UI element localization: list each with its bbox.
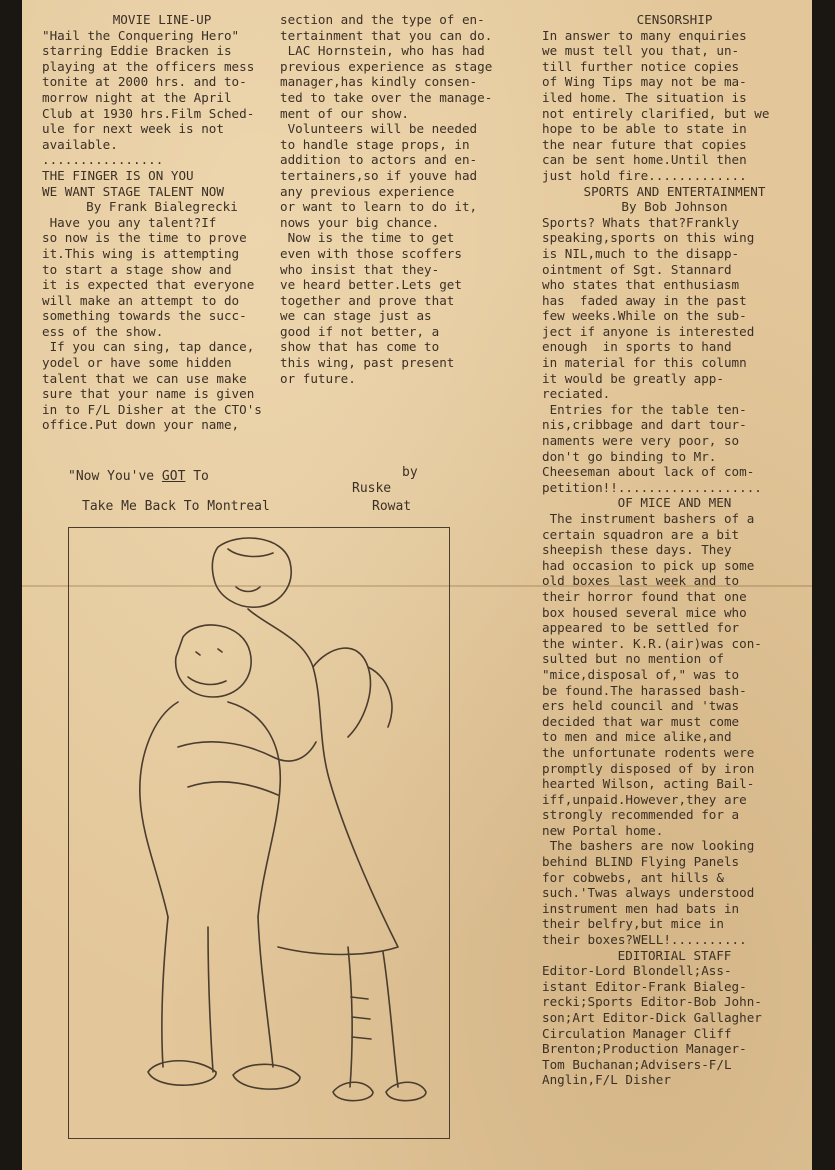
middle-column [280, 12, 520, 386]
text-line: The instrument bashers of a [542, 511, 755, 526]
text-line: their belfry,but mice in [542, 916, 724, 932]
movie-lineup-text [42, 28, 282, 153]
text-line: will make an attempt to do [42, 292, 240, 308]
text-line: it would be greatly app- [542, 370, 724, 386]
text-line: promptly disposed of by iron [542, 760, 755, 776]
text-line: can be sent home.Until then [542, 152, 747, 168]
text-line: talent that we can use make [42, 370, 247, 386]
text-line: who insist that they- [280, 261, 440, 277]
text-line: few weeks.While on the sub- [542, 308, 747, 324]
staff-text [542, 963, 807, 1088]
text-line: their boxes?WELL!.......... [542, 932, 747, 948]
cartoon-title-line-2: Take Me Back To Montreal [82, 499, 270, 514]
text-line: ted to take over the manage- [280, 89, 493, 105]
text-line: Entries for the table ten- [542, 401, 747, 417]
text-line: Now is the time to get [280, 230, 455, 246]
cartoon-drawing [68, 527, 448, 1137]
censorship-text [542, 28, 807, 184]
text-line: the near future that copies [542, 136, 747, 152]
text-line: ers held council and 'twas [542, 698, 740, 714]
text-line: this wing, past present [280, 355, 455, 371]
right-column [542, 12, 807, 1088]
text-line: nows your big chance. [280, 214, 440, 230]
text-line: it.This wing is attempting [42, 245, 240, 261]
text-line: addition to actors and en- [280, 152, 478, 168]
text-line: in material for this column [542, 355, 747, 371]
text-line: we must tell you that, un- [542, 43, 740, 59]
cartoon-author-2: Rowat [372, 499, 412, 514]
text-line: playing at the officers mess [42, 58, 255, 74]
text-line: the winter. K.R.(air)was con- [542, 635, 762, 651]
text-line: ess of the show. [42, 323, 164, 339]
text-line: or want to learn to do it, [280, 199, 478, 215]
text-line: office.Put down your name, [42, 417, 240, 433]
text-line: Editor-Lord Blondell;Ass- [542, 963, 732, 979]
text-line: box housed several mice who [542, 604, 747, 620]
left-column [42, 12, 282, 433]
text-line: Club at 1930 hrs.Film Sched- [42, 105, 255, 121]
sports-heading: SPORTS AND ENTERTAINMENT [583, 183, 766, 199]
mice-text [542, 511, 807, 948]
text-line: recki;Sports Editor-Bob John- [542, 994, 762, 1010]
text-line: certain squadron are a bit [542, 526, 740, 542]
text-line: the unfortunate rodents were [542, 744, 755, 760]
text-line: such.'Twas always understood [542, 885, 755, 901]
text-line: is NIL,much to the disapp- [542, 245, 740, 261]
cartoon [62, 453, 452, 1143]
talent-article-continued [280, 12, 520, 386]
text-line: don't go binding to Mr. [542, 448, 717, 464]
censorship-heading: CENSORSHIP [636, 12, 713, 27]
talent-heading-1: THE FINGER IS ON YOU [42, 167, 194, 183]
text-line: had occasion to pick up some [542, 557, 755, 573]
text-line: morrow night at the April [42, 89, 232, 105]
text-line: Brenton;Production Manager- [542, 1041, 747, 1057]
section-divider: ................ [42, 152, 164, 168]
text-line: instrument men had bats in [542, 900, 740, 916]
text-line: for cobwebs, ant hills & [542, 869, 724, 885]
text-line: son;Art Editor-Dick Gallagher [542, 1010, 762, 1025]
text-line: hearted Wilson, acting Bail- [542, 776, 755, 792]
text-line: enough in sports to hand [542, 339, 732, 355]
text-line: tonite at 2000 hrs. and to- [42, 74, 247, 90]
text-line: previous experience as stage [280, 58, 493, 74]
text-line: petition!!................... [542, 479, 762, 495]
text-line: their horror found that one [542, 588, 747, 604]
text-line: tertainers,so if youve had [280, 167, 478, 183]
sports-byline: By Bob Johnson [621, 199, 728, 215]
text-line: old boxes last week and to [542, 573, 740, 589]
text-line: who states that enthusiasm [542, 277, 740, 293]
text-line: If you can sing, tap dance, [42, 339, 255, 355]
text-line: hope to be able to state in [542, 121, 747, 137]
text-line: Have you any talent?If [42, 214, 217, 230]
text-line: appeared to be settled for [542, 620, 740, 636]
text-line: to start a stage show and [42, 261, 232, 277]
text-line: decided that war must come [542, 713, 740, 729]
text-line: not entirely clarified, but we [542, 105, 770, 121]
text-line: "mice,disposal of," was to [542, 666, 740, 682]
text-line: of Wing Tips may not be ma- [542, 74, 747, 90]
talent-byline: By Frank Bialegrecki [86, 199, 238, 215]
text-line: just hold fire............. [542, 167, 747, 183]
text-line: iled home. The situation is [542, 89, 747, 105]
text-line: speaking,sports on this wing [542, 230, 755, 246]
text-line: strongly recommended for a [542, 807, 740, 823]
text-line: ule for next week is not [42, 121, 224, 137]
text-line: "Hail the Conquering Hero" [42, 27, 240, 43]
text-line: good if not better, a [280, 323, 440, 339]
text-line: Sports? Whats that?Frankly [542, 214, 740, 230]
text-line: in to F/L Disher at the CTO's [42, 401, 262, 417]
text-line: Anglin,F/L Disher [542, 1072, 671, 1088]
newsletter-page [22, 0, 812, 1170]
sports-text [542, 215, 807, 496]
text-line: yodel or have some hidden [42, 355, 232, 371]
text-line: something towards the succ- [42, 308, 247, 324]
text-line: to men and mice alike,and [542, 729, 732, 745]
text-line: section and the type of en- [280, 12, 485, 27]
text-line: any previous experience [280, 183, 455, 199]
text-line: ve heard better.Lets get [280, 277, 462, 293]
text-line: till further notice copies [542, 58, 740, 74]
text-line: together and prove that [280, 292, 455, 308]
text-line: sulted but no mention of [542, 651, 724, 667]
cartoon-title-line-1: "Now You've GOT To [68, 469, 209, 484]
talent-article-body [42, 215, 282, 433]
text-line: we can stage just as [280, 308, 432, 324]
text-line: show that has come to [280, 339, 440, 355]
text-line: Volunteers will be needed [280, 121, 478, 137]
text-line: has faded away in the past [542, 292, 747, 308]
text-line: ment of our show. [280, 105, 409, 121]
talent-heading-2: WE WANT STAGE TALENT NOW [42, 183, 224, 199]
text-line: to handle stage props, in [280, 136, 470, 152]
text-line: nis,cribbage and dart tour- [542, 417, 747, 433]
text-line: ointment of Sgt. Stannard [542, 261, 732, 277]
text-line: or future. [280, 370, 356, 386]
text-line: In answer to many enquiries [542, 27, 747, 43]
text-line: The bashers are now looking [542, 838, 755, 854]
cartoon-author-1: Ruske [352, 481, 392, 496]
text-line: behind BLIND Flying Panels [542, 854, 740, 870]
text-line: sheepish these days. They [542, 542, 732, 558]
text-line: istant Editor-Frank Bialeg- [542, 978, 747, 994]
text-line: tertainment that you can do. [280, 27, 493, 43]
text-line: it is expected that everyone [42, 277, 255, 293]
text-line: iff,unpaid.However,they are [542, 791, 747, 807]
text-line: be found.The harassed bash- [542, 682, 747, 698]
text-line: naments were very poor, so [542, 433, 740, 449]
text-line: Tom Buchanan;Advisers-F/L [542, 1056, 732, 1072]
text-line: so now is the time to prove [42, 230, 247, 246]
movie-lineup-heading: MOVIE LINE-UP [112, 12, 212, 27]
text-line: Circulation Manager Cliff [542, 1025, 732, 1041]
staff-heading: EDITORIAL STAFF [617, 947, 732, 963]
text-line: Cheeseman about lack of com- [542, 464, 755, 480]
text-line: available. [42, 136, 118, 152]
text-line: reciated. [542, 386, 611, 402]
text-line: LAC Hornstein, who has had [280, 43, 485, 59]
text-line: manager,has kindly consen- [280, 74, 478, 90]
text-line: starring Eddie Bracken is [42, 43, 232, 59]
mice-heading: OF MICE AND MEN [617, 495, 732, 511]
cartoon-by-label: by [402, 465, 418, 480]
text-line: even with those scoffers [280, 245, 462, 261]
text-line: sure that your name is given [42, 386, 255, 402]
text-line: ject if anyone is interested [542, 323, 755, 339]
text-line: new Portal home. [542, 822, 664, 838]
